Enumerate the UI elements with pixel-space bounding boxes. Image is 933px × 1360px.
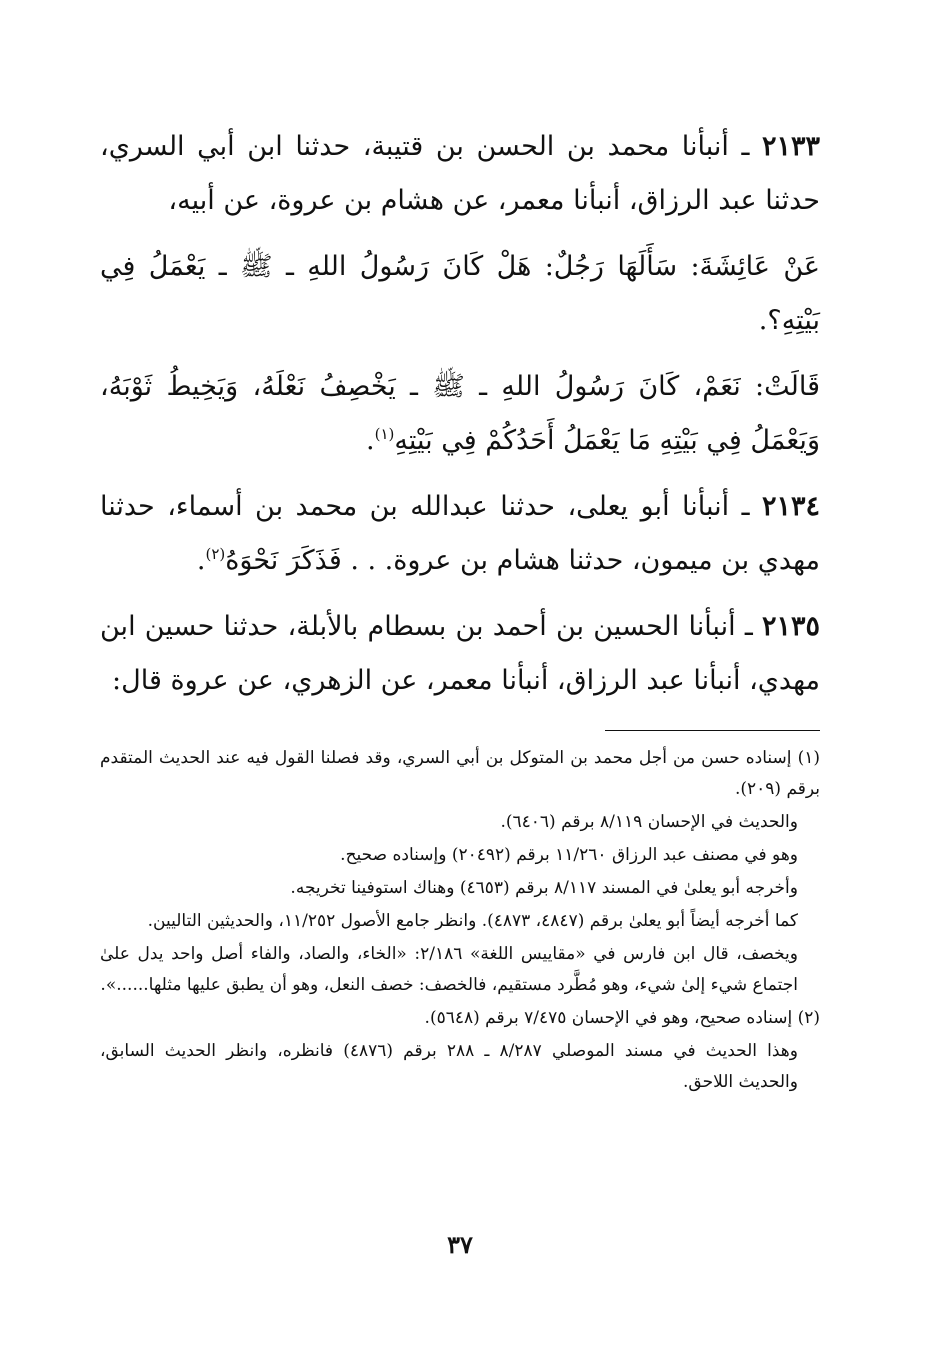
sentence-end: .	[196, 545, 206, 576]
footnote-line: كما أخرجه أيضاً أبو يعلىٰ برقم (٤٨٤٧، ٤٨٧٣). وانظر جامع الأصول ١١/٢٥٢، والحديثين التاليين.	[147, 911, 798, 931]
hadith-2134	[100, 480, 820, 588]
sentence-end: .	[366, 425, 375, 456]
hadith-number: ٢١٣٣	[761, 131, 820, 162]
hadith-text: قَالَتْ: نَعَمْ، كَانَ رَسُولُ اللهِ ـ ﷺ ـ يَخْصِفُ نَعْلَهُ، وَيَخِيطُ ثَوْبَهُ، وَيَعْمَلُ فِي بَيْتِهِ مَا يَعْمَلُ أَحَدُكُمْ فِي بَيْتِهِ	[100, 371, 820, 456]
footnote-line: وأخرجه أبو يعلىٰ في المسند ٨/١١٧ برقم (٤٦٥٣) وهناك استوفينا تخريجه.	[290, 878, 798, 898]
hadith-text: ـ أنبأنا الحسين بن أحمد بن بسطام بالأبلة، حدثنا حسين ابن مهدي، أنبأنا عبد الرزاق، أنبأنا معمر، عن الزهري، عن عروة قال:	[100, 611, 820, 696]
footnote-line: ويخصف، قال ابن فارس في «مقاييس اللغة» ٢/١٨٦: «الخاء، والصاد، والفاء أصل واحد يدل علىٰ اجتماع شيء إلىٰ شيء، وهو مُطَّرد مستقيم، فالخصف: خصف النعل، وهو أن يطبق عليها مثلها......».	[100, 944, 798, 995]
footnote-marker-1[interactable]: (١)	[374, 425, 395, 443]
book-page	[100, 120, 820, 1300]
hadith-2133-matn-answer	[100, 360, 820, 468]
footnote-2: (٢) إسناده صحيح، وهو في الإحسان ٧/٤٧٥ برقم (٥٦٤٨).	[424, 1008, 820, 1028]
footnote-line: والحديث في الإحسان ٨/١١٩ برقم (٦٤٠٦).	[500, 812, 798, 832]
hadith-2133-matn-question	[100, 240, 820, 348]
hadith-text: عَنْ عَائِشَةَ: سَأَلَهَا رَجُلٌ: هَلْ كَانَ رَسُولُ اللهِ ـ ﷺ ـ يَعْمَلُ فِي بَيْتِهِ؟.	[100, 251, 820, 336]
footnote-separator	[605, 730, 820, 731]
hadith-text: ـ أنبأنا محمد بن الحسن بن قتيبة، حدثنا ابن أبي السري، حدثنا عبد الرزاق، أنبأنا معمر، عن هشام بن عروة، عن أبيه،	[100, 131, 820, 216]
hadith-2135	[100, 600, 820, 708]
footnote-1: (١) إسناده حسن من أجل محمد بن المتوكل بن أبي السري، وقد فصلنا القول فيه عند الحديث المتقدم برقم (٢٠٩).	[100, 748, 820, 799]
footnote-line: وهذا الحديث في مسند الموصلي ٨/٢٨٧ ـ ٢٨٨ برقم (٤٨٧٦) فانظره، وانظر الحديث السابق، والحديث اللاحق.	[100, 1041, 798, 1092]
main-text	[100, 120, 820, 708]
footnote-line: وهو في مصنف عبد الرزاق ١١/٢٦٠ برقم (٢٠٤٩٢) وإسناده صحيح.	[340, 845, 798, 865]
hadith-number: ٢١٣٥	[761, 611, 820, 642]
footnote-marker-2[interactable]: (٢)	[205, 545, 226, 563]
hadith-2133	[100, 120, 820, 228]
hadith-text: ـ أنبأنا أبو يعلى، حدثنا عبدالله بن محمد بن أسماء، حدثنا مهدي بن ميمون، حدثنا هشام بن عروة. . . فَذَكَرَ نَحْوَهُ	[100, 491, 820, 576]
page-number: ٣٧	[447, 1230, 473, 1259]
hadith-number: ٢١٣٤	[761, 491, 820, 522]
footnotes	[100, 743, 820, 1098]
